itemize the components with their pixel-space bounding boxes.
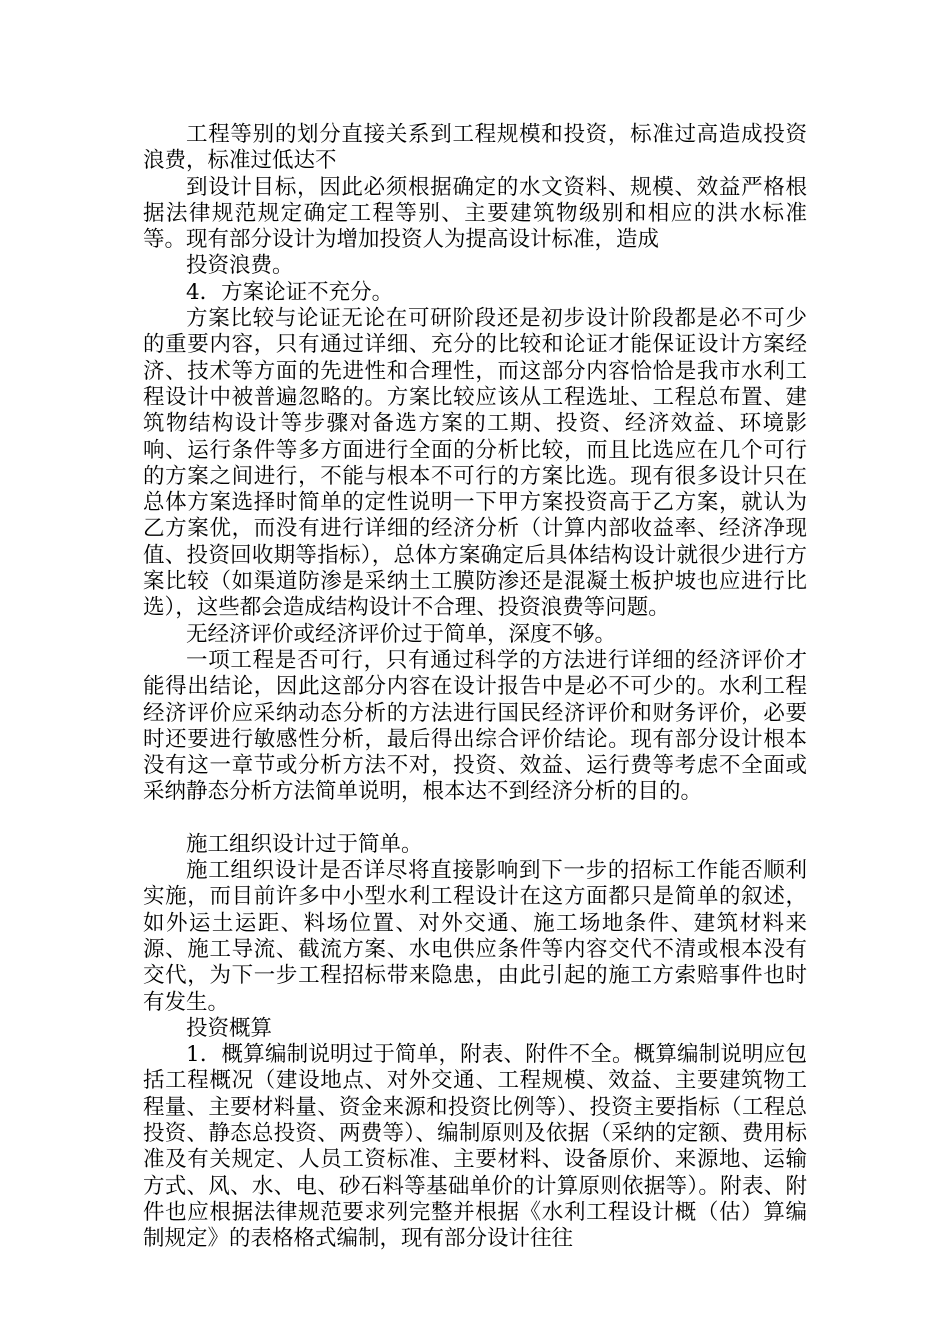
paragraph-gap: [143, 806, 807, 832]
paragraph-estimate-description: 1．概算编制说明过于简单，附表、附件不全。概算编制说明应包括工程概况（建设地点、对外交通、工程规模、效益、主要建筑物工程量、主要材料量、资金来源和投资比例等）、投资主要指标（工程总投资、静态总投资、两费等）、编制原则及依据（采纳的定额、费用标准及有关规定、人员工资标准、主要材料、设备原价、来源地、运输方式、风、水、电、砂石料等基础单价的计算原则依据等）。附表、附件也应根据法律规范要求列完整并根据《水利工程设计概（估）算编制规定》的表格格式编制，现有部分设计往往: [143, 1042, 807, 1252]
paragraph-grade-standard: 工程等别的划分直接关系到工程规模和投资，标准过高造成投资浪费，标准过低达不: [143, 122, 807, 174]
paragraph-economic-evaluation: 一项工程是否可行，只有通过科学的方法进行详细的经济评价才能得出结论，因此这部分内容在设计报告中是必不可少的。水利工程经济评价应采纳动态分析的方法进行国民经济评价和财务评价，必要时还要进行敏感性分析，最后得出综合评价结论。现有部分设计根本没有这一章节或分析方法不对，投资、效益、运行费等考虑不全面或采纳静态分析方法简单说明，根本达不到经济分析的目的。: [143, 647, 807, 805]
heading-construction-organization: 施工组织设计过于简单。: [186, 831, 423, 857]
paragraph-design-target: 到设计目标，因此必须根据确定的水文资料、规模、效益严格根据法律规范规定确定工程等别、主要建筑物级别和相应的洪水标准等。现有部分设计为增加投资人为提高设计标准，造成: [143, 174, 807, 253]
document-body: [143, 122, 807, 1252]
heading-economic-evaluation: 无经济评价或经济评价过于简单，深度不够。: [186, 621, 617, 647]
paragraph-investment-waste: 投资浪费。: [186, 253, 294, 279]
paragraph-construction-organization: 施工组织设计是否详尽将直接影响到下一步的招标工作能否顺利实施，而目前许多中小型水利工程设计在这方面都只是简单的叙述，如外运土运距、料场位置、对外交通、施工场地条件、建筑材料来源、施工导流、截流方案、水电供应条件等内容交代不清或根本没有交代，为下一步工程招标带来隐患，由此引起的施工方索赔事件也时有发生。: [143, 858, 807, 1015]
heading-investment-estimate: 投资概算: [186, 1015, 273, 1041]
heading-scheme-demonstration: 4．方案论证不充分。: [186, 279, 394, 305]
paragraph-scheme-comparison: 方案比较与论证无论在可研阶段还是初步设计阶段都是必不可少的重要内容，只有通过详细、充分的比较和论证才能保证设计方案经济、技术等方面的先进性和合理性，而这部分内容恰恰是我市水利工程设计中被普遍忽略的。方案比较应该从工程选址、工程总布置、建筑物结构设计等步骤对备选方案的工期、投资、经济效益、环境影响、运行条件等多方面进行全面的分析比较，而且比选应在几个可行的方案之间进行，不能与根本不可行的方案比选。现有很多设计只在总体方案选择时简单的定性说明一下甲方案投资高于乙方案，就认为乙方案优，而没有进行详细的经济分析（计算内部收益率、经济净现值、投资回收期等指标），总体方案确定后具体结构设计就很少进行方案比较（如渠道防渗是采纳土工膜防渗还是混凝土板护坡也应进行比选），这些都会造成结构设计不合理、投资浪费等问题。: [143, 306, 807, 621]
